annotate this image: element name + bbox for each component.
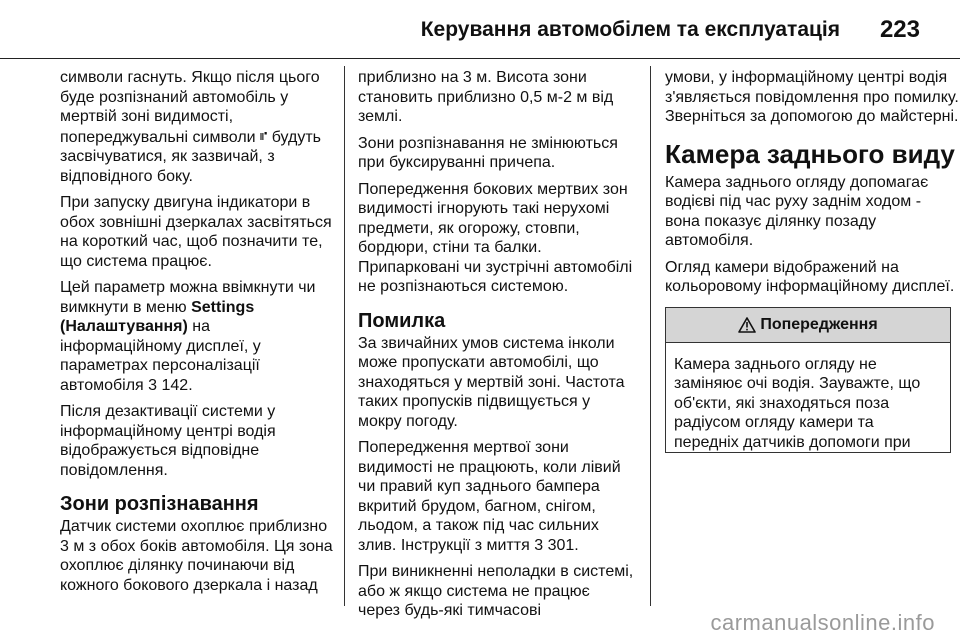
paragraph: приблизно на 3 м. Висота зони становить приблизно 0,5 м-2 м від землі. [358,69,614,125]
paragraph: Датчик системи охоплює приблизно 3 м з обох боків автомобіля. Ця зона охоплює ділянку починаючи від кожного бокового дзеркала і назад [60,518,333,594]
section-heading-detection-zones: Зони розпізнавання [60,493,259,515]
page-number: 223 [879,16,920,43]
header-divider [0,58,960,59]
warning-title: Попередження [760,315,878,333]
paragraph: Зони розпізнавання не змінюються при буксируванні причепа. [358,134,618,171]
paragraph: При запуску двигуна індикатори в обох зовнішні дзеркалах засвітяться на короткий час, щоб позначити те, що система працює. [60,194,332,270]
warning-text: Камера заднього огляду не заміняює очі водія. Зауважте, що об'єкти, які знаходяться поза радіусом огляду камери та передніх датчиків допомоги при [674,355,921,451]
settings-menu-name: Settings (Налаштування) [60,298,255,335]
paragraph: Цей параметр можна ввімкнути чи вимкнути в меню Settings (Налаштування) на інформаційному дисплеї, у параметрах персоналізації автомобіля 3 142. [60,279,316,394]
warning-header [666,308,950,343]
section-heading-error: Помилка [358,309,446,332]
watermark: carmanualsonline.info [710,610,935,635]
column-2 [358,68,636,628]
column-divider-2 [650,66,651,606]
paragraph: символи гаснуть. Якщо після цього буде розпізнаний автомобіль у мертвій зоні видимості, попереджувальні символи ⑈ будуть засвічуватися, як зазвичай, з відповідного боку. [60,69,321,185]
page-reference-link[interactable]: 3 301. [534,536,579,554]
page-reference-link[interactable]: 3 142. [148,376,193,394]
paragraph: умови, у інформаційному центрі водія з'являється повідомлення про помилку. Зверніться за допомогою до майстерні. [665,69,959,125]
column-3 [665,68,960,453]
paragraph: Попередження мертвої зони видимості не працюють, коли лівий чи правий куп заднього бампера вкритий брудом, багном, снігом, льодом, а також під час сильних злив. Інструкції з миття 3 301. [358,439,621,554]
warning-triangle-icon [738,317,756,333]
blind-spot-icon: ⑈ [260,128,268,143]
paragraph: Після дезактивації системи у інформаційному центрі водія відображується відповідне повідомлення. [60,403,276,479]
warning-body [666,343,950,453]
paragraph: При виникненні неполадки в системі, або ж якщо система не працює через будь-які тимчасові [358,563,634,619]
column-1 [60,68,336,602]
paragraph: Огляд камери відображений на кольоровому інформаційному дисплеї. [665,258,955,295]
column-divider-1 [344,66,345,606]
section-heading-rear-camera: Камера заднього виду [665,138,955,169]
paragraph: Попередження бокових мертвих зон видимості ігнорують такі нерухомі предмети, як огорожу, стовпи, бордюри, стіни та балки. Припарковані чи зустрічні автомобілі не розпізнаються системою. [358,180,633,295]
page-header [0,0,960,58]
paragraph: Камера заднього огляду допомагає водієві під час руху заднім ходом - вона показує ділянку позаду автомобіля. [665,173,929,249]
warning-box [665,307,951,454]
paragraph: За звичайних умов система інколи може пропускати автомобілі, що знаходяться у мертвій зоні. Частота таких пропусків підвищується у мокру погоду. [358,334,625,430]
chapter-title: Керування автомобілем та експлуатація [420,18,840,41]
